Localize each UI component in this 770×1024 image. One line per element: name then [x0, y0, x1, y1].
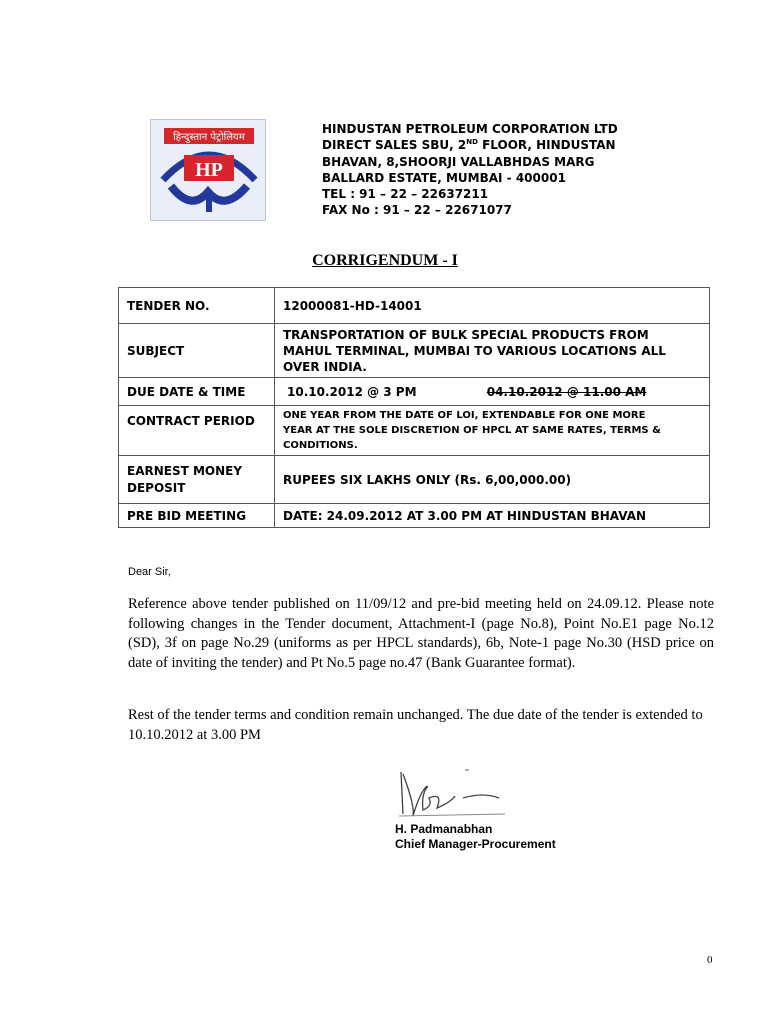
table-row-subject: [119, 324, 710, 378]
contract-period-value: ONE YEAR FROM THE DATE OF LOI, EXTENDABLE FOR ONE MORE YEAR AT THE SOLE DISCRETION OF HPCL AT SAME RATES, TERMS & CONDITIONS.: [275, 406, 710, 456]
address-line-company: HINDUSTAN PETROLEUM CORPORATION LTD: [322, 122, 618, 136]
address-line-tel: TEL : 91 – 22 – 22637211: [322, 187, 489, 202]
hpcl-logo: [150, 119, 266, 221]
logo-hp-letters: HP: [195, 159, 223, 181]
table-row-emd: [119, 456, 710, 504]
hpcl-logo-graphic: [151, 120, 265, 220]
address-line-sbu: DIRECT SALES SBU, 2ND FLOOR, HINDUSTAN: [322, 138, 616, 153]
table-row-tender-no: [119, 288, 710, 324]
due-date-value: [275, 378, 710, 406]
signature-scribble: [393, 764, 508, 824]
page-number: 0: [707, 954, 713, 966]
logo-hindi-text: हिन्दुस्तान पेट्रोलियम: [173, 132, 245, 143]
signature-image: [393, 764, 508, 829]
signatory-block: [395, 822, 556, 852]
pre-bid-value: DATE: 24.09.2012 AT 3.00 PM AT HINDUSTAN BHAVAN: [275, 504, 710, 528]
table-row-contract-period: [119, 406, 710, 456]
emd-label: EARNEST MONEY DEPOSIT: [119, 456, 275, 504]
document-title: CORRIGENDUM - I: [312, 252, 458, 269]
address-line-city: BALLARD ESTATE, MUMBAI - 400001: [322, 170, 566, 185]
old-due-date-struck: 04.10.2012 @ 11.00 AM: [486, 384, 647, 399]
table-row-due-date: [119, 378, 710, 406]
company-address: [322, 121, 618, 219]
pre-bid-label: PRE BID MEETING: [119, 504, 275, 528]
contract-period-label: CONTRACT PERIOD: [119, 406, 275, 456]
due-date-label: DUE DATE & TIME: [119, 378, 275, 406]
tender-no-value: 12000081-HD-14001: [275, 288, 710, 324]
signatory-name: H. Padmanabhan: [395, 822, 493, 836]
body-paragraph-changes: Reference above tender published on 11/09/12 and pre-bid meeting held on 24.09.12. Please note following changes in the Tender document, Attachment-I (page No.8), Point No.E1 page No.12 (SD), 3f on page No.29 (uniforms as per HPCL standards), 6b, Note-1 page No.30 (HSD price on date of inviting the tender) and Pt No.5 page no.47 (Bank Guarantee format).: [128, 596, 714, 671]
address-line-street: BHAVAN, 8,SHOORJI VALLABHDAS MARG: [322, 154, 595, 169]
new-due-date: 10.10.2012 @ 3 PM: [287, 384, 417, 399]
logo-stem: [206, 190, 212, 212]
table-row-pre-bid: [119, 504, 710, 528]
subject-label: SUBJECT: [119, 324, 275, 378]
tender-no-label: TENDER NO.: [119, 288, 275, 324]
salutation: Dear Sir,: [128, 566, 171, 578]
address-line-fax: FAX No : 91 – 22 – 22671077: [322, 203, 512, 218]
emd-value: RUPEES SIX LAKHS ONLY (Rs. 6,00,000.00): [275, 456, 710, 504]
body-paragraph-extension: Rest of the tender terms and condition remain unchanged. The due date of the tender is extended to 10.10.2012 at 3.00 PM: [128, 707, 703, 743]
signatory-designation: Chief Manager-Procurement: [395, 837, 556, 851]
subject-value: TRANSPORTATION OF BULK SPECIAL PRODUCTS FROM MAHUL TERMINAL, MUMBAI TO VARIOUS LOCATIONS ALL OVER INDIA.: [275, 324, 710, 378]
tender-details-table: [118, 287, 710, 528]
